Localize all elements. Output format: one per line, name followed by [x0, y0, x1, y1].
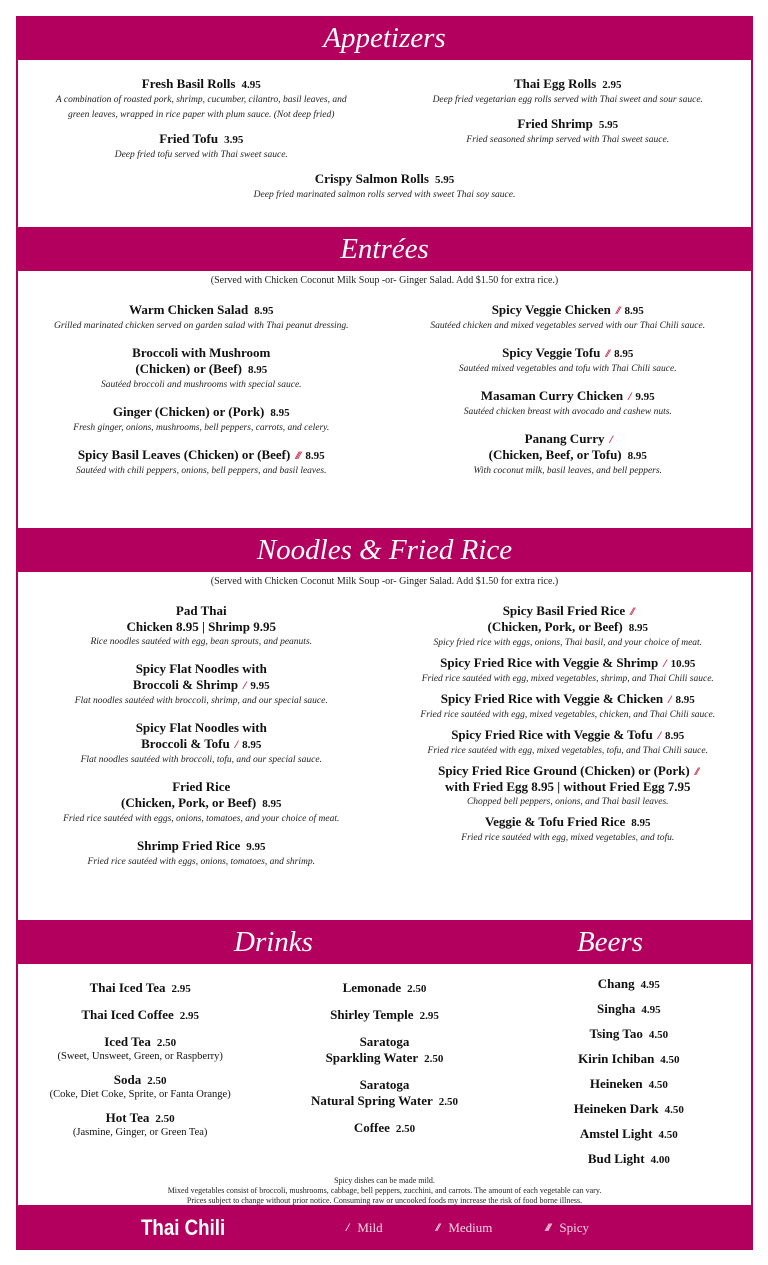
item-name-line — [58, 1034, 223, 1051]
menu-item — [50, 1072, 231, 1100]
menu-item — [76, 447, 326, 479]
item-price: 2.50 — [156, 1037, 177, 1049]
item-name-sub: with Fried Egg 8.95 | without Fried Egg 7.95 — [444, 779, 691, 794]
item-description: Fried rice sautéed with eggs, onions, tomatoes, and shrimp. — [87, 857, 315, 867]
item-name: Spicy Veggie Chicken — [491, 302, 611, 317]
menu-item — [343, 980, 427, 997]
item-price: 2.95 — [419, 1010, 439, 1022]
item-price: 2.50 — [424, 1053, 444, 1065]
item-price: 2.50 — [438, 1096, 459, 1108]
menu-item — [81, 1007, 199, 1024]
item-price: 2.95 — [171, 983, 191, 995]
fine-print-line: Prices subject to change without prior notice. Consuming raw or uncooked foods my increase the risk of food borne illness. — [186, 1196, 583, 1205]
item-price: 8.95 — [675, 694, 695, 706]
item-price: 10.95 — [670, 658, 696, 670]
item-name-line — [75, 661, 328, 677]
chili-icon: / — [346, 1220, 348, 1234]
item-name: Warm Chicken Salad — [129, 302, 249, 317]
item-description: Sautéed broccoli and mushrooms with special sauce. — [100, 380, 302, 390]
item-name-line — [88, 838, 315, 855]
menu-item — [330, 1007, 439, 1024]
menu-item — [63, 779, 339, 827]
item-price: 8.95 — [242, 739, 262, 751]
item-name: Spicy Basil Leaves (Chicken) or (Beef) — [77, 447, 291, 462]
noodles-header: Noodles & Fried Rice — [16, 528, 753, 572]
item-name: Bud Light — [587, 1151, 645, 1166]
menu-item — [578, 1051, 679, 1068]
item-name-sub: Natural Spring Water — [310, 1093, 433, 1108]
item-name-sub: Broccoli & Shrimp — [132, 677, 239, 692]
chili-icon: // — [630, 604, 633, 618]
menu-item — [459, 345, 677, 377]
item-name: Spicy Fried Rice Ground (Chicken) or (Pork) — [438, 763, 690, 778]
chili-icon: / — [243, 678, 245, 692]
item-name-line — [81, 1007, 199, 1024]
item-name-line — [46, 76, 356, 93]
fine-print-line: Spicy dishes can be made mild. — [334, 1176, 435, 1185]
item-description: Fried rice sautéed with eggs, onions, tomatoes, and your choice of meat. — [63, 814, 340, 824]
item-name-line — [90, 619, 312, 635]
item-name-line — [420, 691, 715, 708]
item-price: 4.95 — [640, 979, 660, 991]
item-name: Iced Tea — [104, 1034, 151, 1049]
menu-item — [90, 980, 191, 997]
item-name: Shirley Temple — [330, 1007, 414, 1022]
menu-item — [422, 655, 714, 687]
item-price: 9.95 — [246, 841, 266, 853]
chili-icon: // — [435, 1220, 439, 1234]
item-name-line — [461, 814, 674, 831]
item-name-line — [598, 976, 660, 993]
item-price: 4.00 — [650, 1154, 670, 1166]
item-name-line — [354, 1120, 415, 1137]
chili-icon: / — [628, 389, 630, 403]
item-name-line — [466, 116, 669, 133]
item-name-line — [115, 131, 288, 148]
item-name: Spicy Fried Rice with Veggie & Shrimp — [440, 655, 659, 670]
item-name-line — [90, 980, 191, 997]
menu-item — [354, 1120, 415, 1137]
menu-item — [433, 603, 702, 651]
item-price: 9.95 — [250, 680, 270, 692]
legend-label: Spicy — [559, 1219, 590, 1235]
chili-icon: // — [605, 346, 609, 360]
entrees-section — [18, 271, 751, 490]
item-description: Sautéed mixed vegetables and tofu with Thai Chili sauce. — [458, 364, 677, 374]
item-name-line — [75, 677, 328, 694]
item-name: Spicy Basil Fried Rice — [502, 603, 626, 618]
item-description: Fried rice sautéed with egg, mixed vegetables, and tofu. — [461, 833, 675, 843]
item-name: Thai Egg Rolls — [513, 76, 597, 91]
item-price: 2.50 — [147, 1075, 167, 1087]
item-name: Saratoga — [359, 1077, 410, 1092]
item-name-line — [330, 1007, 439, 1024]
menu-item — [430, 302, 705, 334]
item-name-sub: (Chicken, Beef, or Tofu) — [488, 447, 622, 462]
chili-icon: // — [694, 764, 698, 778]
item-description: Sautéed chicken breast with avocado and cashew nuts. — [463, 407, 672, 417]
item-price: 4.95 — [241, 79, 261, 91]
menu-item — [420, 691, 715, 723]
item-name-line — [73, 1110, 208, 1127]
legend-label: Medium — [448, 1219, 493, 1235]
item-name: Spicy Fried Rice with Veggie & Tofu — [451, 727, 653, 742]
item-description: Deep fried vegetarian egg rolls served with Thai sweet and sour sauce. — [432, 95, 703, 105]
menu-item — [590, 1076, 668, 1093]
item-name-line — [311, 1077, 458, 1093]
footer — [16, 1205, 753, 1250]
chili-icon: // — [615, 303, 619, 317]
item-name-line — [428, 727, 708, 744]
item-name: Spicy Fried Rice with Veggie & Chicken — [440, 691, 664, 706]
item-name-line — [73, 404, 329, 421]
item-price: 2.50 — [155, 1113, 175, 1125]
item-name-line — [590, 1076, 668, 1093]
item-price: 4.50 — [660, 1054, 680, 1066]
item-price: 4.50 — [658, 1129, 678, 1141]
item-name-line — [464, 388, 672, 405]
entrees-note: (Served with Chicken Coconut Milk Soup -or- Ginger Salad. Add $1.50 for extra rice.) — [210, 275, 559, 286]
item-price: 8.95 — [627, 450, 647, 462]
item-name-line — [76, 447, 326, 464]
item-name: Soda — [113, 1072, 142, 1087]
item-name: Amstel Light — [579, 1126, 653, 1141]
item-price: 2.95 — [179, 1010, 199, 1022]
menu-item — [73, 404, 329, 436]
item-price: 8.95 — [262, 798, 282, 810]
menu-item — [574, 1101, 684, 1118]
item-name-line — [574, 1101, 684, 1118]
menu-item — [58, 1034, 223, 1062]
chili-icon: /// — [295, 448, 300, 462]
menu-item — [254, 171, 516, 203]
item-description: Fried rice sautéed with egg, mixed vegetables, tofu, and Thai Chili sauce. — [427, 746, 708, 756]
item-name-line — [81, 736, 322, 753]
entrees-header: Entrées — [16, 227, 753, 271]
menu-item — [73, 1110, 208, 1138]
menu-item — [428, 727, 708, 759]
item-name-line — [438, 779, 697, 795]
menu-item — [464, 388, 672, 420]
item-name: Saratoga — [359, 1034, 410, 1049]
menu-item — [54, 302, 349, 334]
item-name-line — [474, 431, 662, 447]
item-price: 4.50 — [648, 1079, 668, 1091]
menu-item — [590, 1026, 669, 1043]
item-price: 5.95 — [598, 119, 619, 131]
menu-item — [90, 603, 312, 650]
appetizers-header: Appetizers — [16, 16, 753, 60]
item-name-line — [101, 345, 302, 361]
item-description: Flat noodles sautéed with broccoli, tofu, and our special sauce. — [80, 755, 322, 765]
item-name: Masaman Curry Chicken — [480, 388, 624, 403]
menu-item — [46, 76, 356, 123]
item-name: Heineken Dark — [573, 1101, 659, 1116]
menu-item — [461, 814, 674, 846]
item-price: 8.95 — [631, 817, 651, 829]
fine-print-line: Mixed vegetables consist of broccoli, mushrooms, cabbage, bell peppers, zucchini, and carrots. The amount of each vegetable can vary. — [167, 1186, 602, 1195]
item-name-line — [422, 655, 714, 672]
menu-item — [597, 1001, 661, 1018]
item-description: Grilled marinated chicken served on garden salad with Thai peanut dressing. — [53, 321, 349, 331]
item-name-sub: (Chicken) or (Beef) — [135, 361, 242, 376]
chili-icon: / — [234, 737, 237, 751]
menu-item — [101, 345, 302, 393]
drinks-title: Drinks — [234, 925, 313, 958]
item-price: 8.95 — [247, 364, 268, 376]
item-name-sub: Sparkling Water — [325, 1050, 419, 1065]
item-name-line — [438, 763, 697, 779]
menu-item — [588, 1151, 670, 1168]
item-name-line — [54, 302, 349, 319]
item-name-line — [578, 1051, 679, 1068]
item-name: Fried Shrimp — [517, 116, 593, 131]
item-name: Broccoli with Mushroom — [132, 345, 271, 360]
item-description: Fried rice sautéed with egg, mixed vegetables, chicken, and Thai Chili sauce. — [420, 710, 716, 720]
chili-icon: / — [663, 656, 665, 670]
item-price: 8.95 — [270, 407, 290, 419]
item-price: 3.95 — [224, 134, 244, 146]
item-name-sub: Chicken 8.95 | Shrimp 9.95 — [126, 619, 276, 634]
noodles-section — [18, 572, 751, 881]
menu-item — [88, 838, 315, 870]
item-name-line — [311, 1093, 458, 1110]
item-name: Thai Iced Coffee — [81, 1007, 174, 1022]
item-price: 8.95 — [254, 305, 274, 317]
item-price: 9.95 — [635, 391, 655, 403]
item-name-line — [63, 779, 339, 795]
item-name: Crispy Salmon Rolls — [314, 171, 429, 186]
item-name-line — [326, 1034, 444, 1050]
item-name: Fresh Basil Rolls — [141, 76, 236, 91]
legend-spicy — [540, 1220, 589, 1236]
item-name: Spicy Flat Noodles with — [135, 661, 267, 676]
menu-item — [81, 720, 322, 768]
item-name: Shrimp Fried Rice — [136, 838, 241, 853]
item-name-line — [459, 345, 677, 362]
item-name: Thai Iced Tea — [89, 980, 166, 995]
menu-item — [311, 1077, 458, 1110]
item-description: Sautéed chicken and mixed vegetables served with our Thai Chili sauce. — [430, 321, 706, 331]
item-name: Veggie & Tofu Fried Rice — [484, 814, 626, 829]
item-name: Ginger (Chicken) or (Pork) — [112, 404, 265, 419]
menu-item — [326, 1034, 444, 1067]
menu-item — [580, 1126, 678, 1143]
menu-item — [474, 431, 662, 479]
item-name-sub: (Chicken, Pork, or Beef) — [487, 619, 623, 634]
item-name-line — [81, 720, 322, 736]
item-name-line — [433, 76, 703, 93]
item-name: Heineken — [589, 1076, 643, 1091]
item-name-line — [580, 1126, 678, 1143]
chili-icon: /// — [545, 1220, 550, 1234]
menu-item — [466, 116, 669, 148]
item-options: (Jasmine, Ginger, or Green Tea) — [72, 1127, 208, 1138]
item-price: 4.50 — [648, 1029, 669, 1041]
item-name-line — [63, 795, 339, 812]
chili-icon: / — [657, 728, 660, 742]
chili-icon: / — [668, 692, 670, 706]
item-name: Pad Thai — [175, 603, 227, 618]
item-price: 2.50 — [395, 1123, 416, 1135]
item-options: (Coke, Diet Coke, Sprite, or Fanta Orange) — [49, 1089, 231, 1100]
item-name: Singha — [597, 1001, 636, 1016]
legend-mild — [341, 1220, 383, 1236]
drinks-section — [18, 976, 751, 1176]
item-name-line — [588, 1151, 670, 1168]
fine-print — [18, 1176, 751, 1206]
item-description: With coconut milk, basil leaves, and bell peppers. — [473, 466, 662, 476]
menu-item — [433, 76, 703, 108]
item-name: Lemonade — [342, 980, 402, 995]
item-name-line — [590, 1026, 669, 1043]
item-description: Fried rice sautéed with egg, mixed vegetables, shrimp, and Thai Chili sauce. — [421, 674, 714, 684]
legend-label: Mild — [357, 1219, 383, 1235]
item-name-line — [326, 1050, 444, 1067]
item-description: Fresh ginger, onions, mushrooms, bell peppers, carrots, and celery. — [73, 423, 330, 433]
item-name-line — [90, 603, 312, 619]
item-name-line — [433, 603, 702, 619]
item-name-line — [50, 1072, 231, 1089]
item-price: 8.95 — [624, 305, 644, 317]
item-name-sub: (Chicken, Pork, or Beef) — [121, 795, 257, 810]
menu-item — [598, 976, 660, 993]
thai-chili-logo: Thai Chili — [141, 1214, 226, 1240]
item-description: Rice noodles sautéed with egg, bean sprouts, and peanuts. — [90, 637, 313, 647]
item-price: 2.95 — [602, 79, 622, 91]
item-name: Panang Curry — [524, 431, 605, 446]
item-name: Hot Tea — [105, 1110, 150, 1125]
beers-title: Beers — [576, 925, 643, 958]
menu-item — [75, 661, 328, 709]
item-name-sub: Broccoli & Tofu — [141, 736, 230, 751]
item-description: A combination of roasted pork, shrimp, cucumber, cilantro, basil leaves, and green leaves, wrapped in rice paper with plum sauce. (Not deep fried) — [55, 95, 347, 120]
noodles-note: (Served with Chicken Coconut Milk Soup -or- Ginger Salad. Add $1.50 for extra rice.) — [210, 576, 559, 587]
item-name-line — [343, 980, 427, 997]
item-description: Deep fried marinated salmon rolls served with sweet Thai soy sauce. — [253, 190, 516, 200]
drinks-beers-header — [16, 920, 753, 964]
item-description: Sautéed with chili peppers, onions, bell peppers, and basil leaves. — [76, 466, 327, 476]
item-description: Flat noodles sautéed with broccoli, shrimp, and our special sauce. — [74, 696, 328, 706]
item-price: 5.95 — [434, 174, 455, 186]
item-name-line — [597, 1001, 661, 1018]
menu-item — [115, 131, 288, 163]
legend-medium — [431, 1220, 493, 1236]
item-name: Kirin Ichiban — [578, 1051, 655, 1066]
item-name: Chang — [597, 976, 635, 991]
appetizers-section — [18, 76, 751, 214]
item-name: Coffee — [353, 1120, 390, 1135]
item-price: 8.95 — [614, 348, 634, 360]
item-name-line — [101, 361, 302, 378]
item-price: 2.50 — [407, 983, 427, 995]
item-description: Fried seasoned shrimp served with Thai sweet sauce. — [466, 135, 670, 145]
item-name: Spicy Veggie Tofu — [502, 345, 601, 360]
item-name-line — [430, 302, 705, 319]
item-price: 8.95 — [305, 450, 325, 462]
item-name-line — [433, 619, 702, 636]
item-options: (Sweet, Unsweet, Green, or Raspberry) — [57, 1051, 223, 1062]
item-name-line — [474, 447, 662, 464]
item-price: 8.95 — [665, 730, 685, 742]
item-description: Chopped bell peppers, onions, and Thai basil leaves. — [466, 797, 669, 807]
item-name: Fried Rice — [172, 779, 231, 794]
menu-item — [438, 763, 697, 810]
item-name: Fried Tofu — [159, 131, 219, 146]
item-description: Spicy fried rice with eggs, onions, Thai basil, and your choice of meat. — [433, 638, 703, 648]
item-description: Deep fried tofu served with Thai sweet sauce. — [114, 150, 288, 160]
item-price: 4.50 — [664, 1104, 684, 1116]
item-price: 4.95 — [641, 1004, 661, 1016]
item-name-line — [254, 171, 516, 188]
item-name: Tsing Tao — [589, 1026, 643, 1041]
item-name: Spicy Flat Noodles with — [135, 720, 267, 735]
chili-icon: / — [609, 432, 611, 446]
item-price: 8.95 — [628, 622, 648, 634]
